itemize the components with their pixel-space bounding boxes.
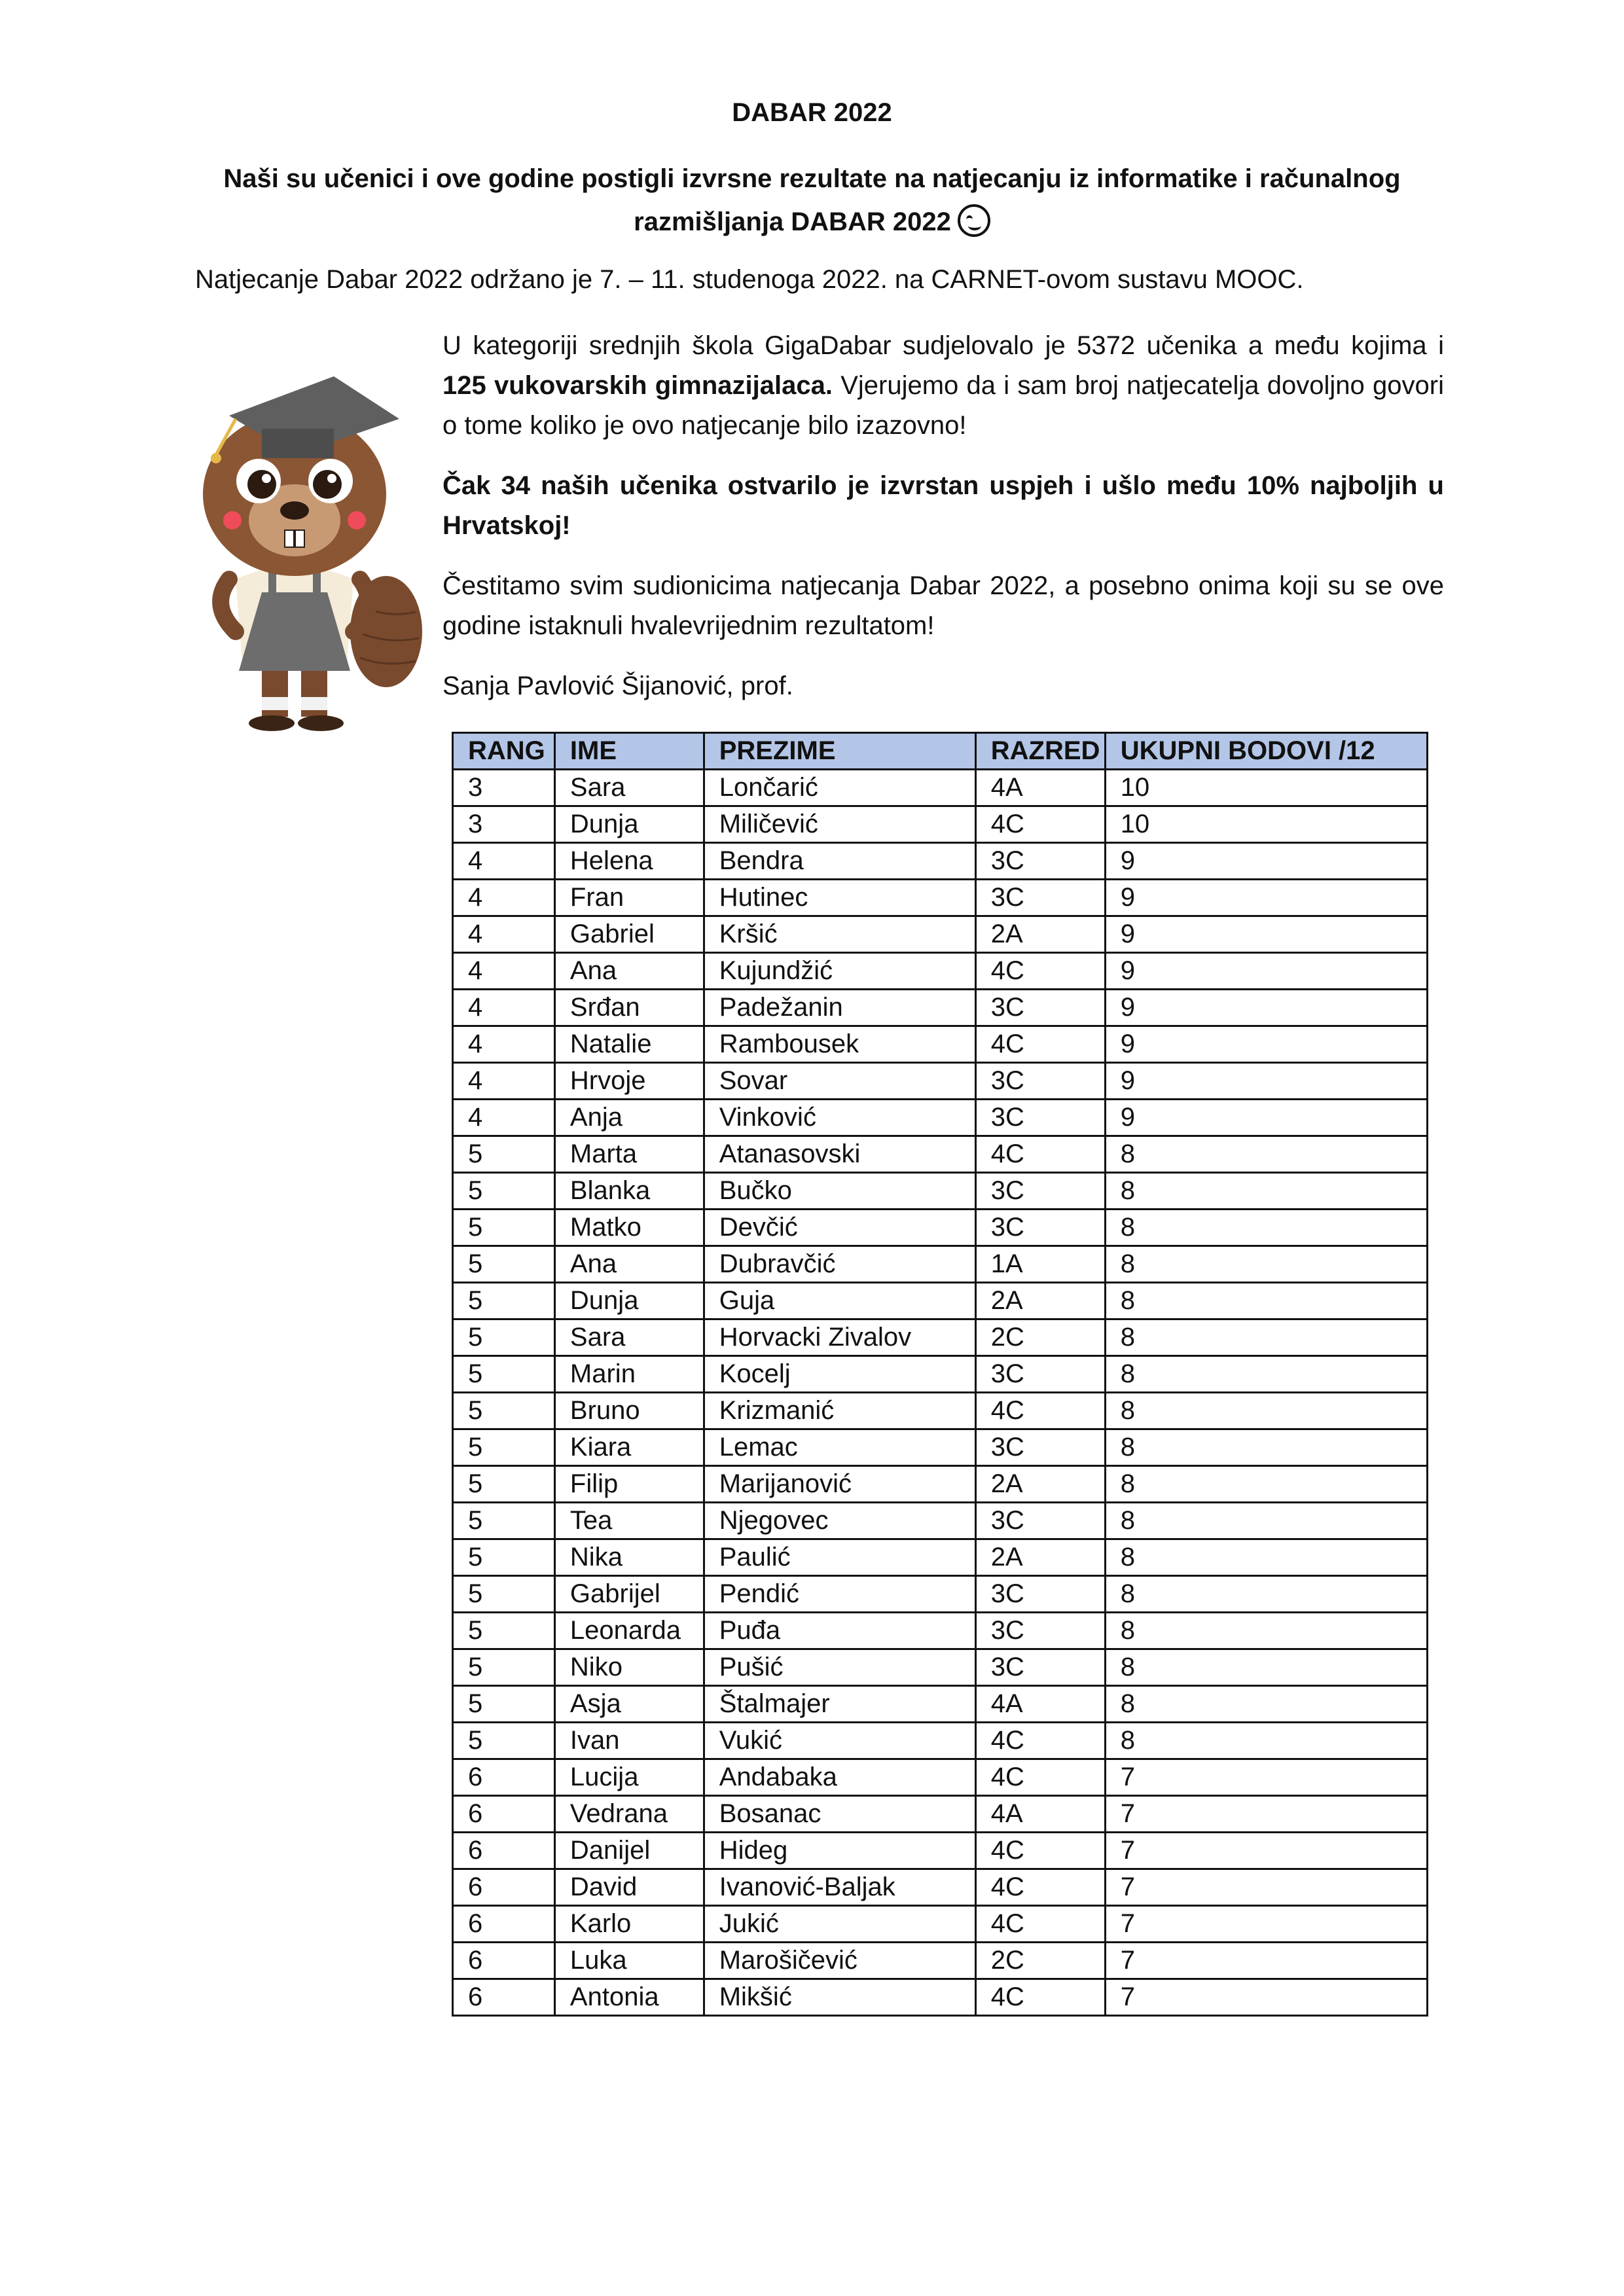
class-cell: 3C (975, 1173, 1105, 1210)
class-cell: 4A (975, 1796, 1105, 1833)
rank-cell: 5 (453, 1539, 555, 1576)
name-cell: Asja (554, 1686, 704, 1723)
class-cell: 4C (975, 1026, 1105, 1063)
class-cell: 4C (975, 1833, 1105, 1869)
table-row (453, 916, 1428, 953)
class-cell: 1A (975, 1246, 1105, 1283)
surname-cell: Dubravčić (704, 1246, 975, 1283)
column-header-class: RAZRED (975, 733, 1105, 770)
table-row (453, 1466, 1428, 1503)
surname-cell: Puđa (704, 1613, 975, 1649)
surname-cell: Atanasovski (704, 1136, 975, 1173)
rank-cell: 5 (453, 1723, 555, 1759)
class-cell: 3C (975, 843, 1105, 880)
name-cell: Nika (554, 1539, 704, 1576)
class-cell: 4C (975, 806, 1105, 843)
points-cell: 8 (1105, 1539, 1427, 1576)
participation-highlight: 125 vukovarskih gimnazijalaca. (442, 371, 833, 400)
name-cell: Blanka (554, 1173, 704, 1210)
surname-cell: Bosanac (704, 1796, 975, 1833)
surname-cell: Mikšić (704, 1979, 975, 2016)
name-cell: Kiara (554, 1429, 704, 1466)
surname-cell: Vukić (704, 1723, 975, 1759)
surname-cell: Devčić (704, 1210, 975, 1246)
class-cell: 3C (975, 1063, 1105, 1100)
table-row (453, 1759, 1428, 1796)
table-row (453, 1833, 1428, 1869)
points-cell: 8 (1105, 1173, 1427, 1210)
points-cell: 8 (1105, 1283, 1427, 1319)
points-cell: 8 (1105, 1466, 1427, 1503)
table-row (453, 1869, 1428, 1906)
points-cell: 9 (1105, 990, 1427, 1026)
surname-cell: Krizmanić (704, 1393, 975, 1429)
points-cell: 9 (1105, 1100, 1427, 1136)
class-cell: 2A (975, 916, 1105, 953)
table-row (453, 1576, 1428, 1613)
rank-cell: 4 (453, 843, 555, 880)
table-row (453, 1613, 1428, 1649)
surname-cell: Kršić (704, 916, 975, 953)
rank-cell: 6 (453, 1979, 555, 2016)
surname-cell: Hideg (704, 1833, 975, 1869)
name-cell: Dunja (554, 806, 704, 843)
participation-paragraph (442, 326, 1444, 446)
points-cell: 8 (1105, 1576, 1427, 1613)
column-header-points: UKUPNI BODOVI /12 (1105, 733, 1427, 770)
congratulations-paragraph: Čestitamo svim sudionicima natjecanja Dabar 2022, a posebno onima koji su se ove godine istaknuli hvalevrijednim rezultatom! (442, 571, 1444, 640)
points-cell: 8 (1105, 1723, 1427, 1759)
rank-cell: 4 (453, 1100, 555, 1136)
rank-cell: 3 (453, 806, 555, 843)
rank-cell: 5 (453, 1649, 555, 1686)
table-row (453, 806, 1428, 843)
name-cell: Ana (554, 1246, 704, 1283)
name-cell: Dunja (554, 1283, 704, 1319)
name-cell: Marin (554, 1356, 704, 1393)
table-row (453, 843, 1428, 880)
page-title: DABAR 2022 (732, 98, 892, 127)
class-cell: 3C (975, 990, 1105, 1026)
rank-cell: 6 (453, 1759, 555, 1796)
table-row (453, 1210, 1428, 1246)
name-cell: Luka (554, 1943, 704, 1979)
points-cell: 7 (1105, 1759, 1427, 1796)
table-row (453, 1796, 1428, 1833)
points-cell: 8 (1105, 1246, 1427, 1283)
page-subtitle (196, 157, 1428, 243)
class-cell: 2C (975, 1943, 1105, 1979)
table-row (453, 1136, 1428, 1173)
surname-cell: Hutinec (704, 880, 975, 916)
rank-cell: 5 (453, 1576, 555, 1613)
name-cell: Srđan (554, 990, 704, 1026)
name-cell: Hrvoje (554, 1063, 704, 1100)
points-cell: 8 (1105, 1393, 1427, 1429)
rank-cell: 4 (453, 880, 555, 916)
points-cell: 9 (1105, 880, 1427, 916)
surname-cell: Marijanović (704, 1466, 975, 1503)
name-cell: Leonarda (554, 1613, 704, 1649)
rank-cell: 6 (453, 1906, 555, 1943)
rank-cell: 3 (453, 770, 555, 806)
points-cell: 10 (1105, 770, 1427, 806)
name-cell: Danijel (554, 1833, 704, 1869)
points-cell: 8 (1105, 1503, 1427, 1539)
rank-cell: 4 (453, 953, 555, 990)
points-cell: 9 (1105, 916, 1427, 953)
table-row (453, 990, 1428, 1026)
name-cell: Helena (554, 843, 704, 880)
beaver-graduate-icon (190, 357, 425, 743)
rank-cell: 5 (453, 1210, 555, 1246)
points-cell: 7 (1105, 1833, 1427, 1869)
name-cell: Marta (554, 1136, 704, 1173)
surname-cell: Ivanović-Baljak (704, 1869, 975, 1906)
points-cell: 8 (1105, 1136, 1427, 1173)
name-cell: Sara (554, 770, 704, 806)
rank-cell: 5 (453, 1356, 555, 1393)
table-row (453, 1393, 1428, 1429)
points-cell: 9 (1105, 843, 1427, 880)
name-cell: Vedrana (554, 1796, 704, 1833)
achievement-paragraph: Čak 34 naših učenika ostvarilo je izvrstan uspjeh i ušlo među 10% najboljih u Hrvatskoj! (442, 471, 1444, 540)
surname-cell: Vinković (704, 1100, 975, 1136)
rank-cell: 6 (453, 1833, 555, 1869)
table-row (453, 1539, 1428, 1576)
table-row (453, 1063, 1428, 1100)
class-cell: 4C (975, 1979, 1105, 2016)
rank-cell: 6 (453, 1796, 555, 1833)
signature: Sanja Pavlović Šijanović, prof. (442, 672, 793, 700)
name-cell: Sara (554, 1319, 704, 1356)
name-cell: Tea (554, 1503, 704, 1539)
surname-cell: Sovar (704, 1063, 975, 1100)
rank-cell: 4 (453, 990, 555, 1026)
class-cell: 4C (975, 1393, 1105, 1429)
rank-cell: 4 (453, 916, 555, 953)
surname-cell: Kocelj (704, 1356, 975, 1393)
name-cell: Gabriel (554, 916, 704, 953)
points-cell: 8 (1105, 1429, 1427, 1466)
class-cell: 4C (975, 1906, 1105, 1943)
rank-cell: 4 (453, 1026, 555, 1063)
class-cell: 3C (975, 1429, 1105, 1466)
table-row (453, 1026, 1428, 1063)
class-cell: 2A (975, 1539, 1105, 1576)
table-row (453, 1723, 1428, 1759)
table-row (453, 1429, 1428, 1466)
table-row (453, 1283, 1428, 1319)
class-cell: 4C (975, 1869, 1105, 1906)
surname-cell: Bendra (704, 843, 975, 880)
points-cell: 9 (1105, 1063, 1427, 1100)
name-cell: Filip (554, 1466, 704, 1503)
table-row (453, 770, 1428, 806)
table-row (453, 1246, 1428, 1283)
table-row (453, 1686, 1428, 1723)
surname-cell: Njegovec (704, 1503, 975, 1539)
points-cell: 9 (1105, 953, 1427, 990)
class-cell: 2C (975, 1319, 1105, 1356)
column-header-rank: RANG (453, 733, 555, 770)
class-cell: 3C (975, 880, 1105, 916)
intro-paragraph: Natjecanje Dabar 2022 održano je 7. – 11. studenoga 2022. na CARNET-ovom sustavu MOOC. (195, 265, 1304, 294)
smiling-face-icon (958, 204, 990, 237)
surname-cell: Lemac (704, 1429, 975, 1466)
points-cell: 7 (1105, 1796, 1427, 1833)
surname-cell: Andabaka (704, 1759, 975, 1796)
rank-cell: 6 (453, 1869, 555, 1906)
table-row (453, 1906, 1428, 1943)
surname-cell: Pušić (704, 1649, 975, 1686)
points-cell: 8 (1105, 1649, 1427, 1686)
rank-cell: 5 (453, 1429, 555, 1466)
class-cell: 2A (975, 1466, 1105, 1503)
results-table (452, 732, 1428, 2017)
table-row (453, 953, 1428, 990)
class-cell: 3C (975, 1100, 1105, 1136)
name-cell: Bruno (554, 1393, 704, 1429)
name-cell: Natalie (554, 1026, 704, 1063)
name-cell: Anja (554, 1100, 704, 1136)
name-cell: Niko (554, 1649, 704, 1686)
rank-cell: 4 (453, 1063, 555, 1100)
table-row (453, 1943, 1428, 1979)
surname-cell: Guja (704, 1283, 975, 1319)
class-cell: 4C (975, 1136, 1105, 1173)
points-cell: 7 (1105, 1943, 1427, 1979)
rank-cell: 5 (453, 1503, 555, 1539)
class-cell: 3C (975, 1576, 1105, 1613)
rank-cell: 5 (453, 1319, 555, 1356)
column-header-name: IME (554, 733, 704, 770)
name-cell: Fran (554, 880, 704, 916)
points-cell: 10 (1105, 806, 1427, 843)
table-header-row (453, 733, 1428, 770)
table-row (453, 1356, 1428, 1393)
surname-cell: Miličević (704, 806, 975, 843)
participation-text-end: Vjerujemo da i sam broj natjecatelja dovoljno govori o tome koliko je ovo natjecanje bilo izazovno! (442, 371, 1444, 440)
points-cell: 8 (1105, 1356, 1427, 1393)
class-cell: 3C (975, 1356, 1105, 1393)
class-cell: 4C (975, 1759, 1105, 1796)
class-cell: 3C (975, 1613, 1105, 1649)
surname-cell: Horvacki Zivalov (704, 1319, 975, 1356)
column-header-surname: PREZIME (704, 733, 975, 770)
points-cell: 8 (1105, 1210, 1427, 1246)
class-cell: 4A (975, 1686, 1105, 1723)
class-cell: 4A (975, 770, 1105, 806)
table-row (453, 1503, 1428, 1539)
surname-cell: Lončarić (704, 770, 975, 806)
surname-cell: Padežanin (704, 990, 975, 1026)
surname-cell: Rambousek (704, 1026, 975, 1063)
table-row (453, 880, 1428, 916)
surname-cell: Marošičević (704, 1943, 975, 1979)
name-cell: Matko (554, 1210, 704, 1246)
rank-cell: 5 (453, 1136, 555, 1173)
rank-cell: 6 (453, 1943, 555, 1979)
rank-cell: 5 (453, 1686, 555, 1723)
subtitle-text: Naši su učenici i ove godine postigli izvrsne rezultate na natjecanju iz informatike i računalnog razmišljanja DABAR 2022 (223, 164, 1401, 236)
rank-cell: 5 (453, 1466, 555, 1503)
surname-cell: Paulić (704, 1539, 975, 1576)
points-cell: 7 (1105, 1869, 1427, 1906)
name-cell: Ana (554, 953, 704, 990)
rank-cell: 5 (453, 1283, 555, 1319)
points-cell: 7 (1105, 1979, 1427, 2016)
points-cell: 8 (1105, 1613, 1427, 1649)
surname-cell: Pendić (704, 1576, 975, 1613)
rank-cell: 5 (453, 1613, 555, 1649)
rank-cell: 5 (453, 1393, 555, 1429)
surname-cell: Kujundžić (704, 953, 975, 990)
class-cell: 3C (975, 1649, 1105, 1686)
class-cell: 3C (975, 1503, 1105, 1539)
name-cell: Gabrijel (554, 1576, 704, 1613)
surname-cell: Bučko (704, 1173, 975, 1210)
points-cell: 8 (1105, 1319, 1427, 1356)
table-row (453, 1979, 1428, 2016)
participation-text: U kategoriji srednjih škola GigaDabar sudjelovalo je 5372 učenika a među kojima i (442, 331, 1444, 360)
points-cell: 8 (1105, 1686, 1427, 1723)
class-cell: 3C (975, 1210, 1105, 1246)
name-cell: Ivan (554, 1723, 704, 1759)
name-cell: David (554, 1869, 704, 1906)
name-cell: Antonia (554, 1979, 704, 2016)
surname-cell: Jukić (704, 1906, 975, 1943)
table-row (453, 1649, 1428, 1686)
points-cell: 7 (1105, 1906, 1427, 1943)
class-cell: 4C (975, 1723, 1105, 1759)
rank-cell: 5 (453, 1173, 555, 1210)
table-row (453, 1319, 1428, 1356)
name-cell: Karlo (554, 1906, 704, 1943)
table-row (453, 1100, 1428, 1136)
class-cell: 2A (975, 1283, 1105, 1319)
table-row (453, 1173, 1428, 1210)
rank-cell: 5 (453, 1246, 555, 1283)
name-cell: Lucija (554, 1759, 704, 1796)
table-body (453, 770, 1428, 2016)
class-cell: 4C (975, 953, 1105, 990)
points-cell: 9 (1105, 1026, 1427, 1063)
surname-cell: Štalmajer (704, 1686, 975, 1723)
